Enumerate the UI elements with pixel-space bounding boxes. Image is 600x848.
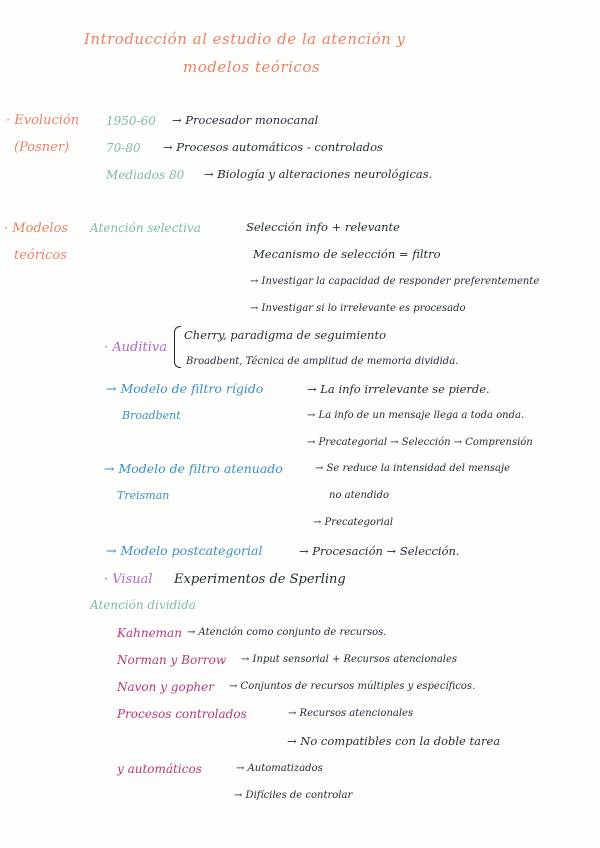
atenuado-line-3: → Precategorial bbox=[313, 517, 394, 528]
auditiva-line-1: Cherry, paradigma de seguimiento bbox=[184, 328, 386, 342]
period-3-text: → Biología y alteraciones neurológicas. bbox=[204, 167, 433, 181]
period-1-text: → Procesador monocanal bbox=[172, 113, 319, 127]
period-1: 1950-60 bbox=[106, 114, 156, 128]
postcategorial-text: → Procesación → Selección. bbox=[299, 544, 460, 558]
automaticos-label: y automáticos bbox=[117, 762, 202, 776]
treisman-label: Treisman bbox=[117, 489, 170, 502]
atenuado-line-1: → Se reduce la intensidad del mensaje bbox=[315, 463, 511, 474]
kahneman-label: Kahneman bbox=[117, 626, 182, 640]
rigido-line-1: → La info irrelevante se pierde. bbox=[307, 382, 490, 396]
navon-label: Navon y gopher bbox=[117, 680, 214, 694]
auditiva-line-2: Broadbent, Técnica de amplitud de memoria dividida. bbox=[186, 356, 459, 367]
procesos-controlados-text: → Recursos atencionales bbox=[288, 708, 414, 719]
selectiva-line-1: Selección info + relevante bbox=[246, 220, 400, 234]
auditiva-brace bbox=[174, 326, 181, 368]
period-3: Mediados 80 bbox=[106, 168, 185, 182]
title-line-1: Introducción al estudio de la atención y bbox=[84, 30, 406, 48]
selectiva-line-2: Mecanismo de selección = filtro bbox=[253, 247, 441, 261]
teoricos-label: teóricos bbox=[14, 248, 67, 263]
procesos-controlados-label: Procesos controlados bbox=[117, 707, 247, 721]
atencion-selectiva-label: Atención selectiva bbox=[90, 221, 201, 235]
title-line-2: modelos teóricos bbox=[183, 58, 321, 76]
atenuado-line-2: no atendido bbox=[329, 490, 389, 501]
visual-label: · Visual bbox=[104, 572, 153, 587]
atencion-dividida-label: Atención dividida bbox=[90, 598, 196, 612]
period-2: 70-80 bbox=[106, 141, 141, 155]
modelos-label: · Modelos bbox=[4, 221, 69, 236]
visual-text: Experimentos de Sperling bbox=[174, 572, 346, 587]
evolucion-label: · Evolución bbox=[6, 113, 80, 128]
selectiva-line-3: → Investigar la capacidad de responder preferentemente bbox=[250, 276, 540, 287]
no-compatibles-text: → No compatibles con la doble tarea bbox=[287, 734, 501, 748]
selectiva-line-4: → Investigar si lo irrelevante es procesado bbox=[250, 303, 466, 314]
postcategorial-label: → Modelo postcategorial bbox=[106, 543, 263, 558]
rigido-line-3: → Precategorial → Selección → Comprensión bbox=[307, 437, 533, 448]
auditiva-label: · Auditiva bbox=[104, 340, 167, 355]
filtro-rigido-label: → Modelo de filtro rígido bbox=[106, 381, 264, 396]
broadbent-label: Broadbent bbox=[122, 409, 181, 422]
kahneman-text: → Atención como conjunto de recursos. bbox=[187, 627, 387, 638]
posner-label: (Posner) bbox=[14, 140, 70, 155]
navon-text: → Conjuntos de recursos múltiples y específicos. bbox=[229, 681, 476, 692]
automaticos-line-1: → Automatizados bbox=[236, 763, 323, 774]
norman-text: → Input sensorial + Recursos atencionales bbox=[241, 654, 458, 665]
rigido-line-2: → La info de un mensaje llega a toda onda. bbox=[307, 410, 525, 421]
norman-label: Norman y Borrow bbox=[117, 653, 227, 667]
period-2-text: → Procesos automáticos - controlados bbox=[163, 140, 383, 154]
filtro-atenuado-label: → Modelo de filtro atenuado bbox=[104, 461, 283, 476]
automaticos-line-2: → Difíciles de controlar bbox=[234, 790, 353, 801]
